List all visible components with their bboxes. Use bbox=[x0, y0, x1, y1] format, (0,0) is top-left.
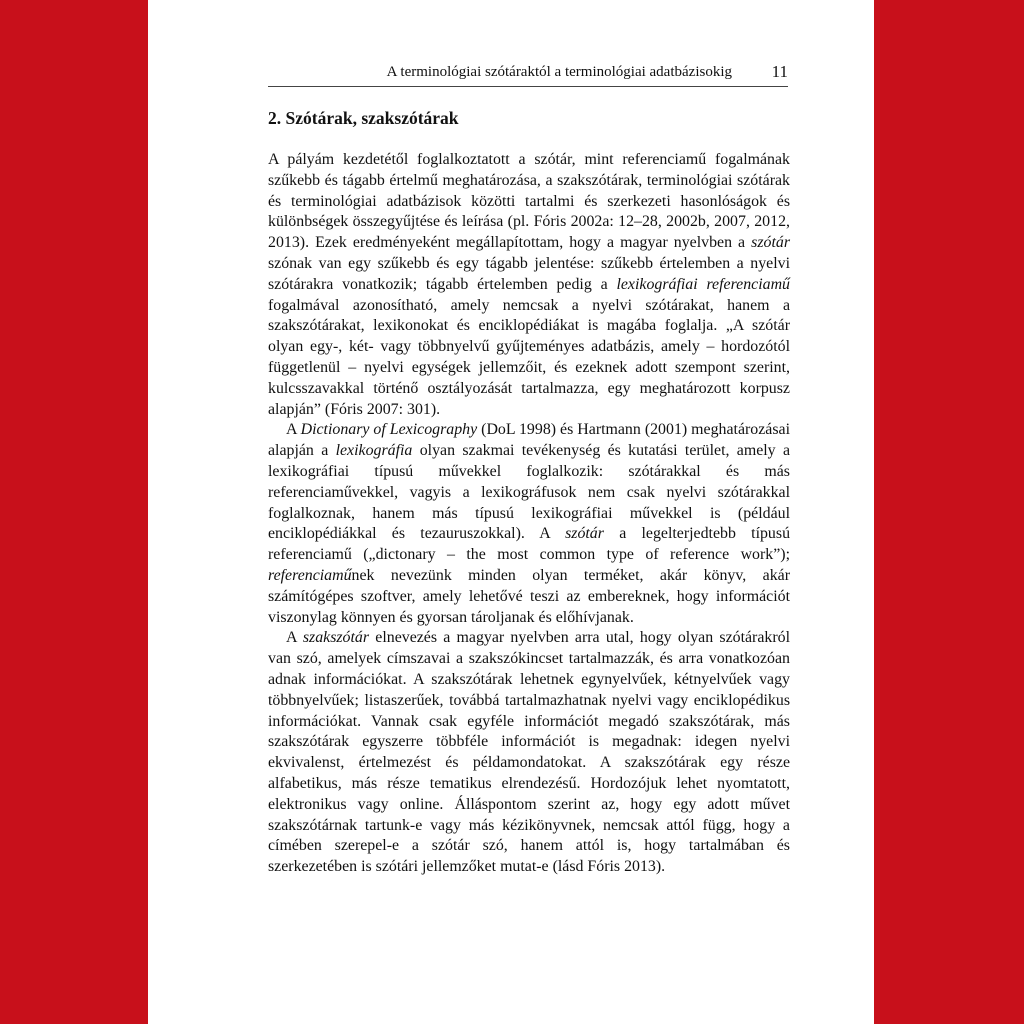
text-run: olyan szakmai tevékenység és kutatási terület, amely a lexikográfiai típusú művekkel foglalkozik: szótárakkal és más referenciaművekkel, vagyis a lexikográfusok nem csak nyelvi szótárakkal foglalkoznak, hanem más típusú lexikográfiai művekkel is (például enciklopédiákkal és tezauruszokkal). A bbox=[268, 442, 790, 543]
italic-term: lexikográfiai referenciamű bbox=[616, 275, 790, 293]
text-run: a legelterjedtebb típusú referenciamű („dictonary – the most common type of reference work”); bbox=[268, 525, 791, 564]
italic-term: szótár bbox=[751, 234, 790, 252]
text-run: A bbox=[286, 421, 301, 439]
italic-term: lexikográfia bbox=[335, 442, 413, 460]
page-number: 11 bbox=[771, 62, 788, 81]
paragraph bbox=[268, 628, 790, 878]
text-run: (DoL 1998) és Hartmann (2001) meghatározásai alapján a bbox=[268, 421, 790, 460]
book-page bbox=[148, 0, 874, 1024]
italic-term: szótár bbox=[565, 525, 604, 543]
paragraph bbox=[268, 150, 790, 420]
body-text bbox=[268, 150, 790, 878]
text-run: A bbox=[286, 629, 303, 647]
paragraph bbox=[268, 420, 790, 628]
text-run: szónak van egy szűkebb és egy tágabb jelentése: szűkebb értelemben a nyelvi szótárakra vonatkozik; tágabb értelemben pedig a bbox=[268, 254, 790, 293]
text-run: A pályám kezdetétől foglalkoztatott a szótár, mint referenciamű fogalmának szűkebb és tágabb értelmű meghatározása, a szakszótárak, terminológiai szótárak és terminológiai adatbázisok közötti tartalmi és szerkezeti hasonlóságok és különbségek összegyűjtése és leírása (pl. Fóris 2002a: 12–28, 2002b, 2007, 2012, 2013). Ezek eredményeként megállapítottam, hogy a magyar nyelvben a bbox=[268, 151, 790, 252]
italic-term: szakszótár bbox=[302, 629, 370, 647]
text-run: nek nevezünk minden olyan terméket, akár könyv, akár számítógépes szoftver, amely lehetővé teszi az embereknek, hogy információt viszonylag könnyen és gyorsan tároljanak és előhívjanak. bbox=[268, 566, 790, 626]
italic-term: referenciamű bbox=[268, 566, 352, 584]
running-header bbox=[268, 62, 788, 87]
section-heading: 2. Szótárak, szakszótárak bbox=[268, 108, 459, 128]
text-run: fogalmával azonosítható, amely nemcsak a nyelvi szótárakat, hanem a szakszótárakat, lexikonokat és enciklopédiákat is magába foglalja. „A szótár olyan egy-, két- vagy többnyelvű gyűjteményes adatbázis, amely – hordozótól függetlenül – nyelvi egységek jellemzőit, és ezeknek adott szempont szerint, kulcsszavakkal történő osztályozását tartalmazza, egy meghatározott korpusz alapján” (Fóris 2007: 301). bbox=[268, 296, 790, 418]
running-title: A terminológiai szótáraktól a terminológiai adatbázisokig bbox=[386, 64, 732, 80]
text-run: elnevezés a magyar nyelvben arra utal, hogy olyan szótárakról van szó, amelyek címszavai a szakszókincset tartalmazzák, és arra vonatkozóan adnak információkat. A szakszótárak lehetnek egynyelvűek, kétnyelvűek vagy többnyelvűek; listaszerűek, továbbá tartalmazhatnak nyelvi vagy enciklopédikus információkat. Vannak csak egyféle információt megadó szakszótárak, más szakszótárak egyszerre többféle információt is megadnak: idegen nyelvi ekvivalenst, értelmezést és példamondatokat. A szakszótárak egy része alfabetikus, más része tematikus elrendezésű. Hordozójuk lehet nyomtatott, elektronikus vagy online. Álláspontom szerint az, hogy egy adott művet szakszótárnak tartunk-e vagy más kézikönyvnek, nemcsak attól függ, hogy a címében szerepel-e a szótár szó, hanem attól is, hogy tartalmában és szerkezetében is szótári jellemzőket mutat-e (lásd Fóris 2013). bbox=[268, 629, 790, 876]
italic-term: Dictionary of Lexicography bbox=[300, 421, 478, 439]
